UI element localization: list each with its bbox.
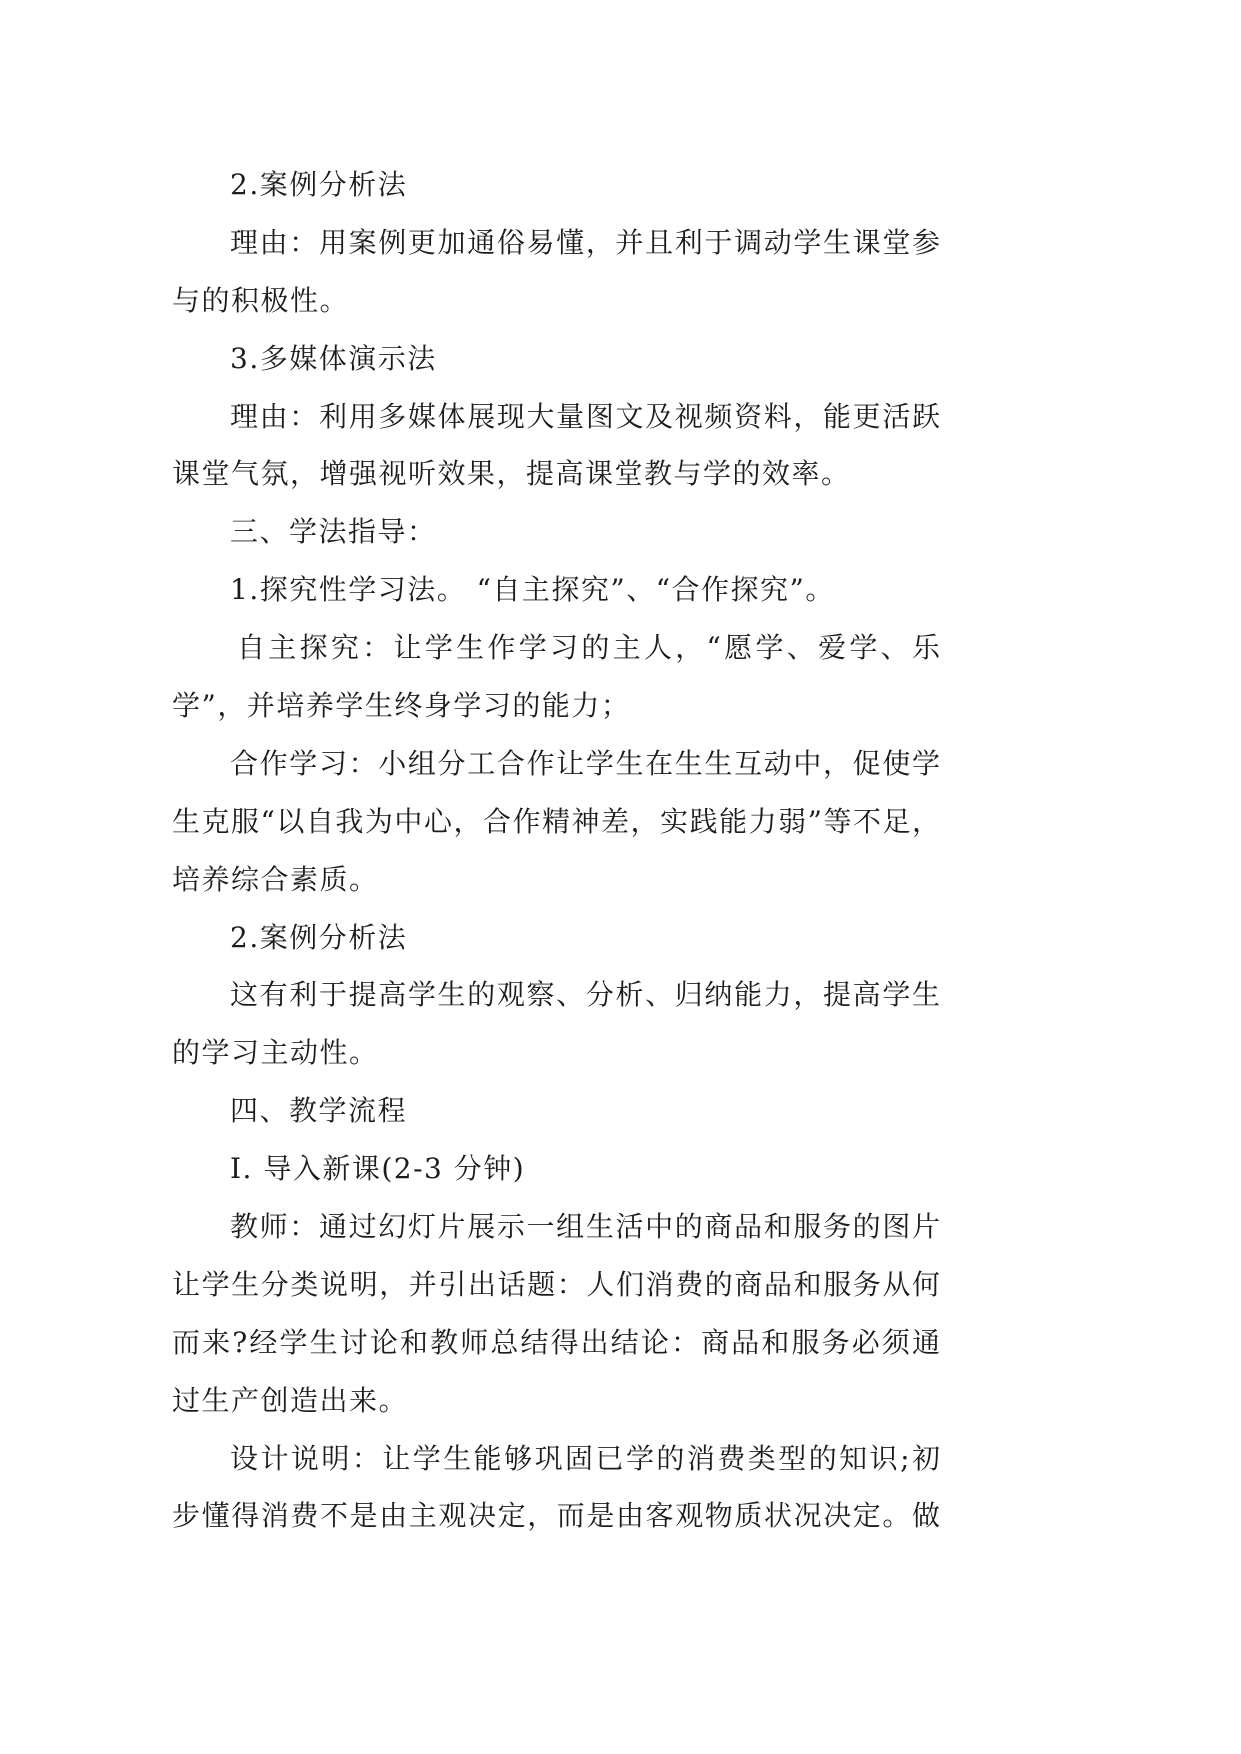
paragraph-line: 这有利于提高学生的观察、分析、归纳能力，提高学生: [230, 978, 940, 1012]
paragraph-line: 生克服“以自我为中心，合作精神差，实践能力弱”等不足，: [172, 804, 940, 838]
paragraph-line: 培养综合素质。: [172, 862, 379, 896]
paragraph-line: 理由：利用多媒体展现大量图文及视频资料，能更活跃: [230, 399, 940, 433]
paragraph-line: 课堂气氛，增强视听效果，提高课堂教与学的效率。: [172, 457, 851, 491]
paragraph-reason-multimedia: [172, 388, 940, 504]
paragraph-line: 的学习主动性。: [172, 1036, 379, 1070]
paragraph-teacher: [172, 1198, 940, 1430]
paragraph-line: 与的积极性。: [172, 283, 350, 317]
paragraph-line: 3.多媒体演示法: [230, 341, 437, 375]
paragraph-line: I. 导入新课(2-3 分钟): [230, 1152, 526, 1186]
paragraph-line: 2.案例分析法: [230, 920, 408, 954]
paragraph-line: 过生产创造出来。: [172, 1383, 409, 1417]
paragraph-line: 理由：用案例更加通俗易懂，并且利于调动学生课堂参: [230, 225, 940, 259]
paragraph-design-notes: [172, 1430, 940, 1546]
paragraph-line: 四、教学流程: [230, 1094, 408, 1128]
paragraph-line: 而来?经学生讨论和教师总结得出结论：商品和服务必须通: [172, 1325, 940, 1359]
paragraph-cooperative-learning: [172, 735, 940, 909]
paragraph-line: 学”，并培养学生终身学习的能力；: [172, 689, 631, 723]
paragraph-reason-case: [172, 214, 940, 330]
paragraph-line: 教师：通过幻灯片展示一组生活中的商品和服务的图片: [230, 1210, 940, 1244]
paragraph-line: 设计说明：让学生能够巩固已学的消费类型的知识;初: [230, 1441, 940, 1475]
document-body: [172, 156, 940, 1545]
paragraph-line: 1.探究性学习法。 “自主探究”、“合作探究”。: [230, 573, 835, 607]
paragraph-line: 自主探究：让学生作学习的主人，“愿学、爱学、乐: [237, 631, 940, 665]
paragraph-case-benefit: [172, 966, 940, 1082]
subheading-inquiry-learning: [172, 561, 940, 619]
subheading-introduction: [172, 1140, 940, 1198]
subheading-multimedia: [172, 330, 940, 388]
paragraph-line: 三、学法指导：: [230, 515, 437, 549]
subheading-case-analysis-2: [172, 909, 940, 967]
paragraph-line: 让学生分类说明，并引出话题：人们消费的商品和服务从何: [172, 1267, 940, 1301]
paragraph-line: 步懂得消费不是由主观决定，而是由客观物质状况决定。做: [172, 1499, 940, 1533]
paragraph-self-inquiry: [172, 619, 940, 735]
section-heading-teaching-process: [172, 1082, 940, 1140]
subheading-case-analysis: [172, 156, 940, 214]
section-heading-learning-methods: [172, 503, 940, 561]
paragraph-line: 2.案例分析法: [230, 168, 408, 201]
paragraph-line: 合作学习：小组分工合作让学生在生生互动中，促使学: [230, 746, 940, 780]
